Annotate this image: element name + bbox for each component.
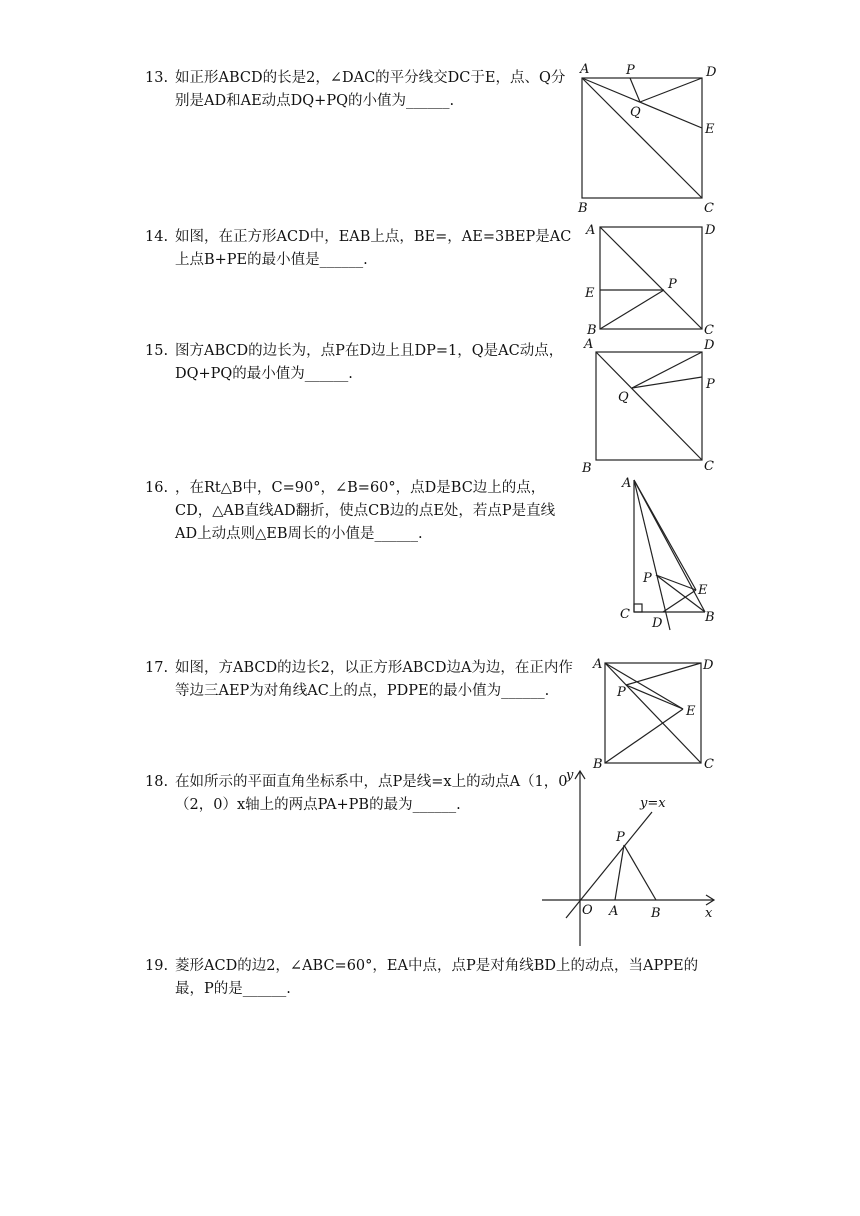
label-O: O [582,903,593,918]
problem-number: 14. [145,229,169,245]
label-Q: Q [618,390,629,405]
label-B: B [705,610,715,625]
label-A: A [609,904,619,919]
label-B: B [578,201,588,216]
label-x: x [705,906,713,921]
label-B: B [593,757,603,772]
problem-text: 图方ABCD的边长为，点P在D边上且DP=1，Q是AC动点，DQ+PQ的最小值为______. [175,343,564,382]
label-A: A [593,657,603,672]
label-A: A [622,476,632,491]
label-A: A [580,62,590,77]
label-E: E [686,704,696,719]
problem-number: 18. [145,774,169,790]
problem-number: 15. [145,343,169,359]
label-D: D [705,223,716,238]
label-B: B [582,461,592,476]
label-C: C [620,607,630,622]
problem-text: ，在Rt△B中，C=90°，∠B=60°，点D是BC边上的点，CD，△AB直线AD翻折，使点CB边的点E处，若点P是直线AD上动点则△EB周长的小值是______. [175,480,556,542]
label-P: P [617,685,626,700]
label-A: A [584,337,594,352]
label-P: P [616,830,625,845]
label-yx: y=x [640,796,666,811]
label-D: D [703,658,714,673]
problem-text: 如图，方ABCD的边长2，以正方形ABCD边A为边，在正内作等边三AEP为对角线AC上的点，PDPE的最小值为______. [175,660,573,699]
problem-number: 19. [145,958,169,974]
label-E: E [705,122,715,137]
label-P: P [668,277,677,292]
label-B: B [587,323,597,338]
problem-19 [145,955,725,1001]
label-C: C [704,757,714,772]
label-y: y [566,768,574,783]
label-A: A [586,223,596,238]
label-P: P [643,571,652,586]
label-C: C [704,201,714,216]
label-Q: Q [630,105,641,120]
label-D: D [704,338,715,353]
problem-number: 17. [145,660,169,676]
label-C: C [704,459,714,474]
problem-text: 在如所示的平面直角坐标系中，点P是线=x上的动点A（1，0（2，0）x轴上的两点PA+PB的最为______. [175,774,568,813]
label-P: P [626,63,635,78]
label-E: E [585,286,595,301]
problem-number: 16. [145,480,169,496]
problem-text: 菱形ACD的边2，∠ABC=60°，EA中点，点P是对角线BD上的动点，当APPE的最，P的是______. [175,958,699,997]
label-B: B [651,906,661,921]
problem-number: 13. [145,70,169,86]
label-D: D [706,65,717,80]
problem-text: 如正形ABCD的长是2，∠DAC的平分线交DC于E，点、Q分别是AD和AE动点DQ+PQ的小值为______. [175,70,566,109]
problem-text: 如图，在正方形ACD中，EAB上点，BE=，AE=3BEP是AC上点B+PE的最小值是______. [175,229,572,268]
label-E: E [698,583,708,598]
label-C: C [704,323,714,338]
label-P: P [706,377,715,392]
label-D: D [652,616,663,631]
